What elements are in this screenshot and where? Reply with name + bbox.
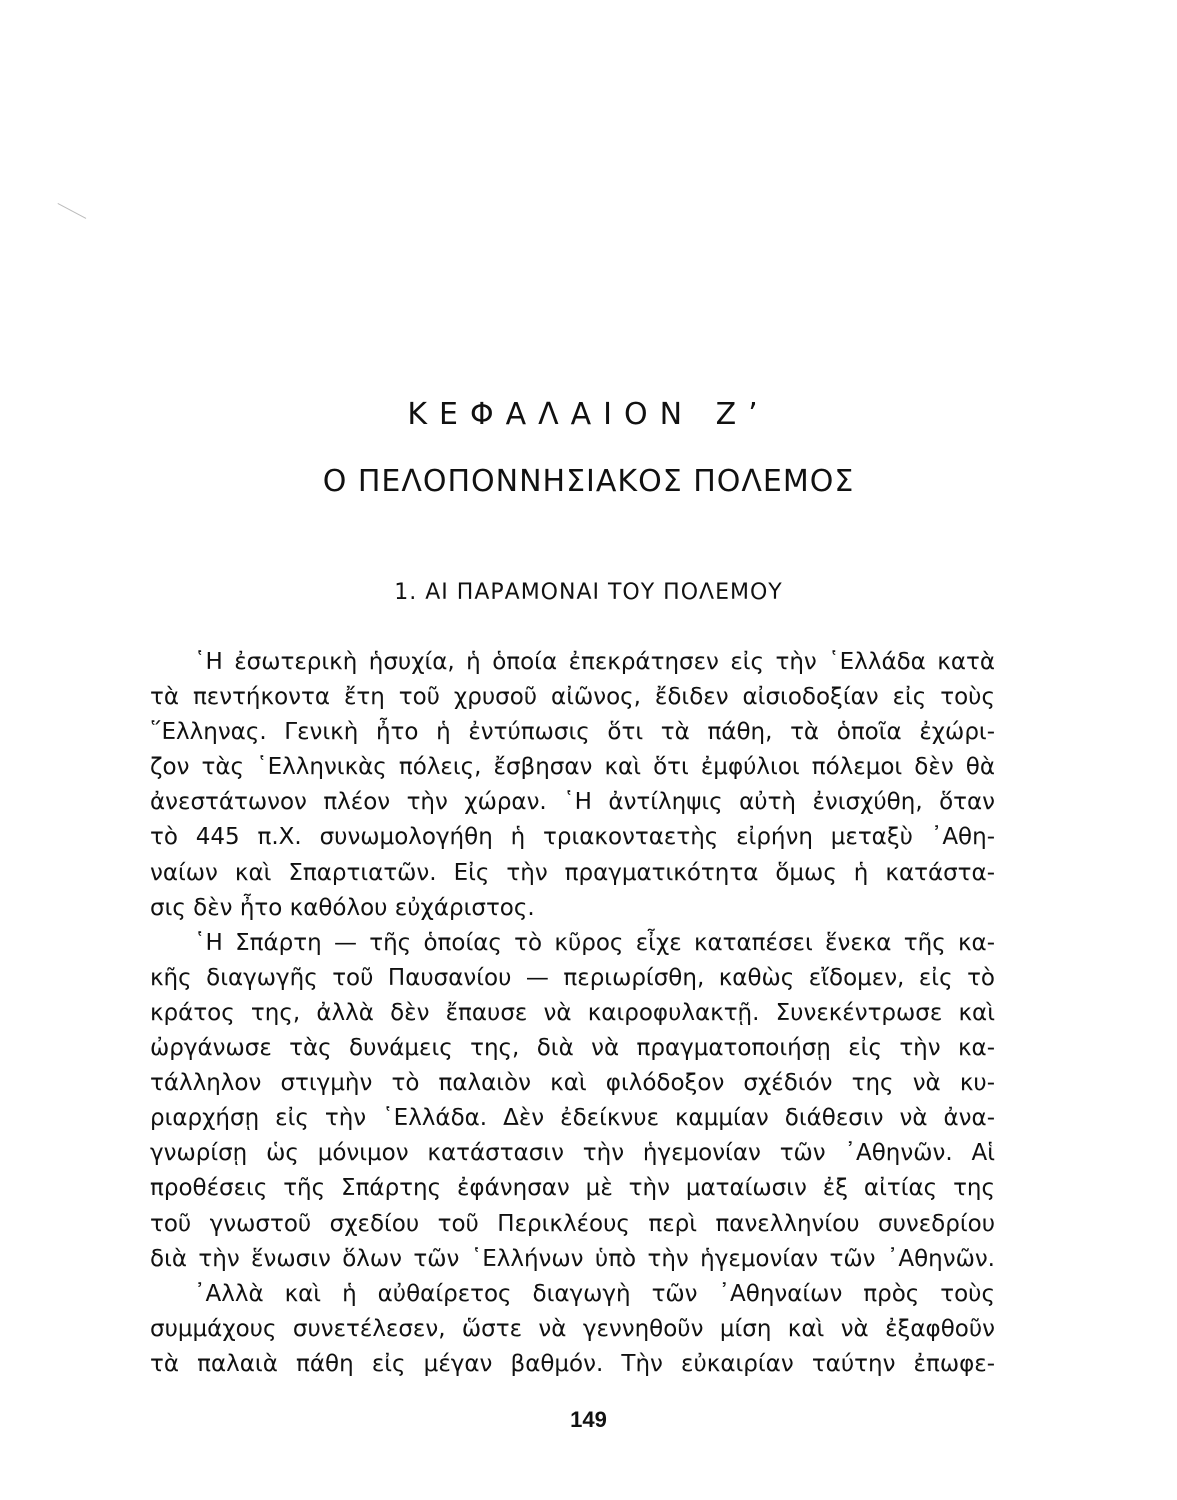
text-line: τάλληλον στιγμὴν τὸ παλαιὸν καὶ φιλόδοξον σχέδιόν της νὰ κυ-	[150, 1070, 995, 1097]
text-line: ἀνεστάτωνον πλέον τὴν χώραν. ῾Η ἀντίληψις αὐτὴ ἐνισχύθη, ὅταν	[150, 789, 995, 816]
body-text	[150, 645, 995, 1382]
text-line: ζον τὰς ῾Ελληνικὰς πόλεις, ἔσβησαν καὶ ὅτι ἐμφύλιοι πόλεμοι δὲν θὰ	[150, 754, 995, 781]
text-line: γνωρίσῃ ὡς μόνιμον κατάστασιν τὴν ἡγεμονίαν τῶν ᾿Αθηνῶν. Αἱ	[150, 1140, 995, 1167]
text-line: συμμάχους συνετέλεσεν, ὥστε νὰ γεννηθοῦν μίση καὶ νὰ ἐξαφθοῦν	[150, 1315, 995, 1342]
text-line: προθέσεις τῆς Σπάρτης ἐφάνησαν μὲ τὴν ματαίωσιν ἐξ αἰτίας της	[150, 1175, 995, 1202]
text-line: ὠργάνωσε τὰς δυνάμεις της, διὰ νὰ πραγματοποιήσῃ εἰς τὴν κα-	[150, 1035, 995, 1062]
text-line: ῾Η ἐσωτερικὴ ἡσυχία, ἡ ὁποία ἐπεκράτησεν εἰς τὴν ῾Ελλάδα κατὰ	[194, 649, 995, 675]
text-line: ᾿Αλλὰ καὶ ἡ αὐθαίρετος διαγωγὴ τῶν ᾿Αθηναίων πρὸς τοὺς	[194, 1280, 995, 1307]
text-line: ναίων καὶ Σπαρτιατῶν. Εἰς τὴν πραγματικότητα ὅμως ἡ κατάστα-	[150, 859, 995, 886]
text-line: διὰ τὴν ἕνωσιν ὅλων τῶν ῾Ελλήνων ὑπὸ τὴν ἡγεμονίαν τῶν ᾿Αθηνῶν.	[150, 1245, 995, 1272]
text-line: ῾Η Σπάρτη — τῆς ὁποίας τὸ κῦρος εἶχε καταπέσει ἕνεκα τῆς κα-	[194, 929, 995, 956]
text-line: κράτος της, ἀλλὰ δὲν ἔπαυσε νὰ καιροφυλακτῇ. Συνεκέντρωσε καὶ	[150, 999, 995, 1026]
section-heading: 1. ΑΙ ΠΑΡΑΜΟΝΑΙ ΤΟΥ ΠΟΛΕΜΟΥ	[394, 580, 783, 605]
chapter-number-heading: ΚΕΦΑΛΑΙΟΝ Ζ’	[407, 397, 770, 432]
text-line: τὸ 445 π.Χ. συνωμολογήθη ἡ τριακονταετὴς εἰρήνη μεταξὺ ᾿Αθη-	[150, 824, 995, 851]
chapter-title: Ο ΠΕΛΟΠΟΝΝΗΣΙΑΚΟΣ ΠΟΛΕΜΟΣ	[322, 464, 855, 499]
scan-artifact-mark	[50, 203, 86, 233]
text-line: τὰ πεντήκοντα ἔτη τοῦ χρυσοῦ αἰῶνος, ἔδιδεν αἰσιοδοξίαν εἰς τοὺς	[150, 684, 995, 711]
page-number: 149	[570, 1407, 607, 1432]
text-line: τοῦ γνωστοῦ σχεδίου τοῦ Περικλέους περὶ πανελληνίου συνεδρίου	[150, 1210, 995, 1237]
text-line: κῆς διαγωγῆς τοῦ Παυσανίου — περιωρίσθη, καθὼς εἴδομεν, εἰς τὸ	[150, 964, 995, 991]
text-line: ῞Ελληνας. Γενικὴ ἦτο ἡ ἐντύπωσις ὅτι τὰ πάθη, τὰ ὁποῖα ἐχώρι-	[150, 719, 995, 746]
text-line: ριαρχήσῃ εἰς τὴν ῾Ελλάδα. Δὲν ἐδείκνυε καμμίαν διάθεσιν νὰ ἀνα-	[150, 1105, 995, 1132]
text-line: τὰ παλαιὰ πάθη εἰς μέγαν βαθμόν. Τὴν εὐκαιρίαν ταύτην ἐπωφε-	[150, 1350, 995, 1377]
text-line: σις δὲν ἦτο καθόλου εὐχάριστος.	[150, 894, 535, 921]
